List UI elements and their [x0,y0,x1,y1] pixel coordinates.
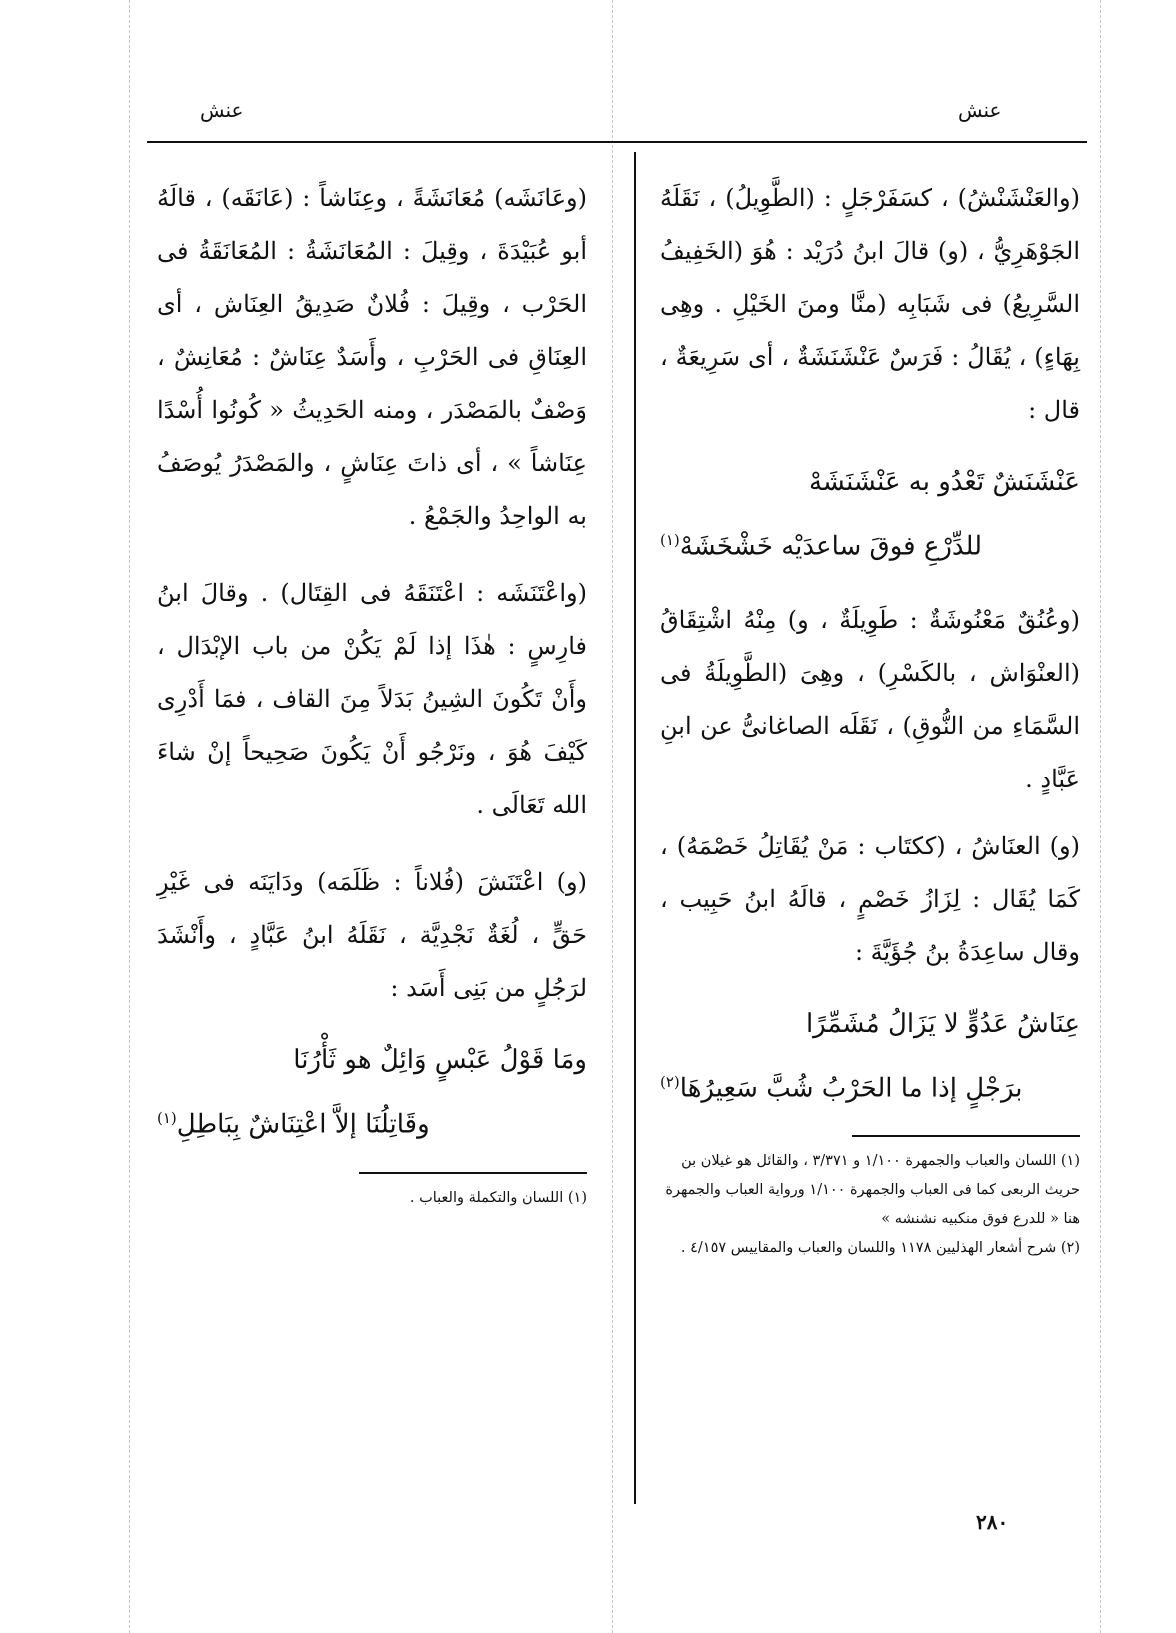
left-column [157,172,587,1213]
verse-hemistich-first: ومَا قَوْلُ عَبْسٍ وَائِلٌ هو ثَأْرُنَا [293,1045,587,1075]
verse [157,1031,587,1154]
verse-text: وقَاتِلُنَا إلاَّ اعْتِنَاشٌ بِبَاطِلِ [176,1109,430,1140]
entry-paragraph: (وعُنُقٌ مَعْنُوشَةٌ : طَوِيلَةٌ ، و) مِنْهُ اشْتِقَاقُ (العنْوَاش ، بالكَسْرِ) ، وهِىَ (الطَّوِيلَةُ فى السَّمَاءِ من النُّوقِ) ، نَقَلَه الصاغانىُّ عن ابنِ عَبَّادٍ . [660,605,1081,793]
footnote-marker: (٢) [660,1072,680,1091]
verse-text: للدِّرْعِ فوقَ ساعدَيْه خَشْخَشَهْ [679,531,983,562]
footnote: (١) اللسان والتكملة والعباب . [409,1189,587,1206]
right-column [660,172,1080,1263]
footnotes [157,1184,587,1213]
footnote-marker: (١) [157,1109,177,1127]
footnote: (٢) شرح أشعار الهذليين ١١٧٨ واللسان والعباب والمقاييس ٤/١٥٧ . [680,1240,1080,1257]
page-number: ٢٨٠ [976,1510,1009,1534]
entry-paragraph: (والعَنْشَنْشُ) ، كسَفَرْجَلٍ : (الطَّوِيلُ) ، نَقَلَهُ الجَوْهَرِيُّ ، (و) قالَ ابنُ دُرَيْد : هُوَ (الخَفِيفُ السَّرِيعُ) فى شَبَابِه (منَّا ومنَ الخَيْلِ . وهِى بِهَاءٍ) ، يُقَالُ : فَرَسٌ عَنْشَنَشَةٌ ، أى سَرِيعَةٌ ، قال : [660,184,1080,424]
scan-fold-guide-center [612,0,613,1633]
verse-hemistich-second [157,1089,587,1154]
footnote-rule [852,1135,1080,1137]
verse [660,995,1080,1118]
entry-paragraph: (و) العنَاشُ ، (ككتَاب : مَنْ يُقَاتِلُ خَصْمَهُ) ، كَمَا يُقَال : لِزَازُ خَصْمٍ ، قالَهُ ابنُ حَبِيب ، وقال ساعِدَةُ بنُ جُؤَيَّةَ : [660,831,1080,966]
verse-text: برَجْلٍ إذا ما الحَرْبُ شُبَّ سَعِيرُهَا [679,1073,1023,1104]
footnote: (١) اللسان والعباب والجمهرة ١/١٠٠ و ٣/٣٧١ ، والقائل هو غيلان بن حريث الربعى كما فى العباب والجمهرة ١/١٠٠ ورواية العباب والجمهرة هنا « للدرع فوق منكبيه نشنشه » [665,1153,1080,1228]
entry-paragraph: (وعَانَشَه) مُعَانَشَةً ، وعِنَاشاً : (عَانَقَه) ، قالَهُ أبو عُبَيْدَةَ ، وقِيلَ : المُعَانَشَةُ : المُعَانَقَةُ فى الحَرْب ، وقِيلَ : فُلانٌ صَدِيقُ العِنَاش ، أى العِنَاقِ فى الحَرْبِ ، وأَسَدٌ عِنَاشٌ : مُعَانِشٌ ، وَصْفٌ بالمَصْدَر ، ومنه الحَدِيثُ « كُونُوا أُسْدًا عِنَاشاً » ، أى ذاتَ عِنَاشٍ ، والمَصْدَرُ يُوصَفُ به الواحِدُ والجَمْعُ . [157,184,587,530]
verse-hemistich-first: عِنَاشُ عَدُوٍّ لا يَزَالُ مُشَمِّرًا [805,1008,1080,1039]
footnotes [660,1147,1080,1263]
entry-paragraph: (و) اعْتَنَشَ (فُلاناً : ظَلَمَه) ودَايَنَه فى غَيْرِ حَقٍّ ، لُغَةٌ نَجْدِيَّة ، نَقَلَهُ ابنُ عَبَّادٍ ، وأَنْشَدَ لرَجُلٍ من بَنِى أَسَد : [157,868,587,1002]
column-divider [634,152,636,1504]
header-rule [147,141,1087,143]
verse-hemistich-second [660,1053,1080,1118]
running-head-left: عنش [200,98,244,122]
footnote-marker: (١) [660,531,680,549]
entry-paragraph: (واعْتَنَشَه : اعْتَنَقَهُ فى القِتَال) . وقالَ ابنُ فارِسٍ : هٰذَا إذا لَمْ يَكُنْ من باب الإبْدَال ، وأَنْ تَكُونَ الشِينُ بَدَلاً مِنَ القاف ، فمَا أَدْرِى كَيْفَ هُوَ ، ونَرْجُو أَنْ يَكُونَ صَحِيحاً إنْ شاءَ الله تَعَالَى . [157,579,587,819]
running-head-right: عنش [958,98,1002,122]
verse-hemistich-first: عَنْشَنَشٌ تَعْدُو به عَنْشَنَشَهْ [808,467,1080,497]
verse-hemistich-second [660,511,1080,576]
footnote-rule [359,1172,587,1174]
scan-fold-guide-right [1100,0,1101,1633]
verse [660,453,1080,576]
scan-fold-guide-left [129,0,130,1633]
